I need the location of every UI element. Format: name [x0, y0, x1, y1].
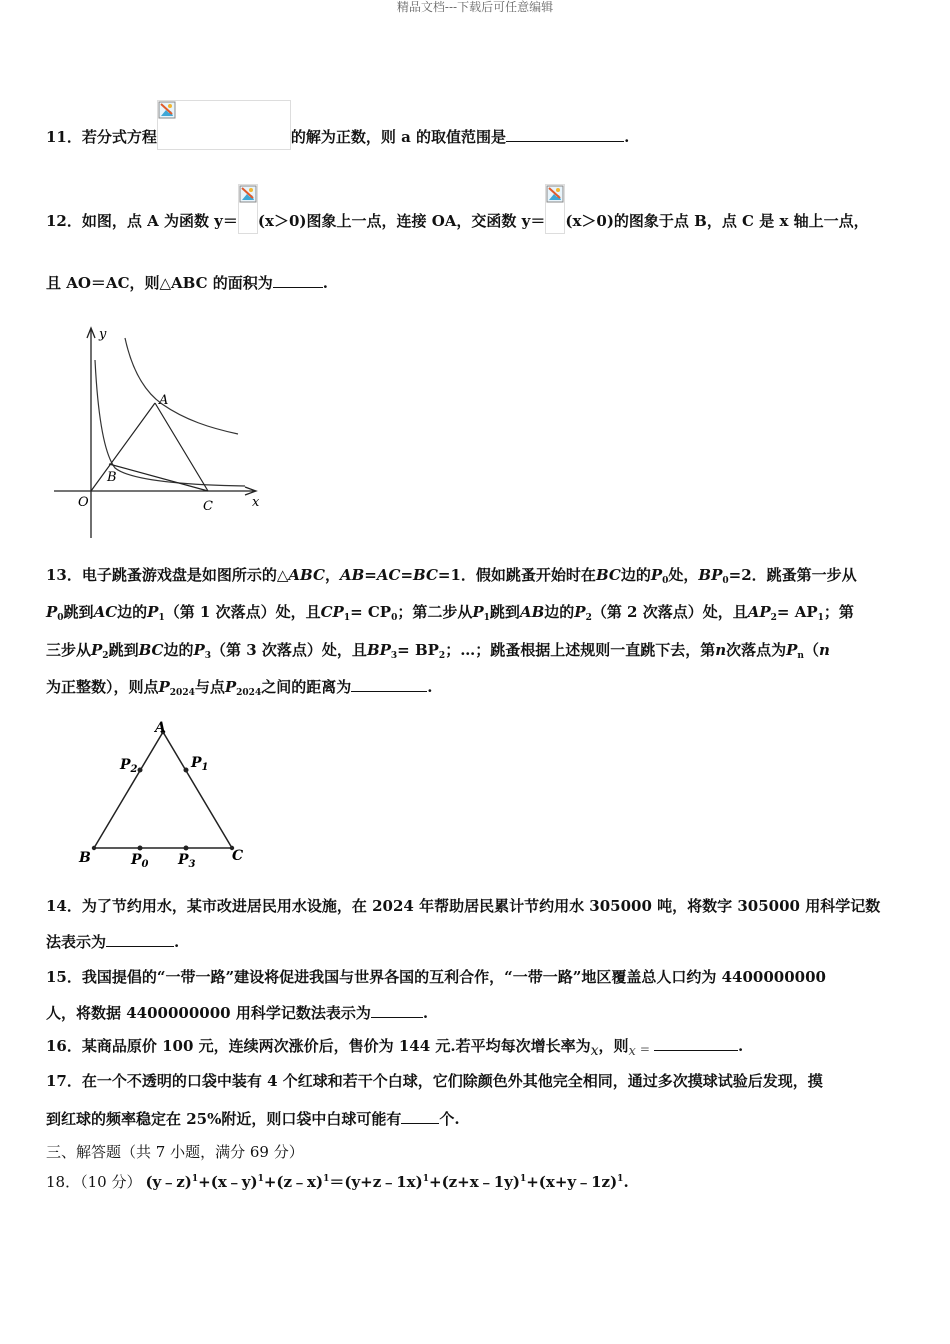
label-P1: $P_1$ — [191, 755, 209, 773]
label-x: x — [252, 495, 260, 510]
question-number: 17． — [46, 1072, 82, 1090]
answer-blank — [351, 677, 427, 692]
answer-blank — [506, 127, 624, 142]
broken-image-icon — [239, 185, 257, 203]
answer-blank — [371, 1003, 423, 1018]
label-O: O — [78, 495, 89, 510]
page-watermark: 精品文档---下载后可任意编辑 — [396, 0, 554, 14]
label-P3: $P_3$ — [178, 852, 196, 870]
section-heading: 三、解答题（共 7 小题，满分 69 分） — [46, 1143, 304, 1161]
label-P2: $P_2$ — [120, 757, 138, 775]
fraction-image-placeholder — [545, 184, 565, 234]
answer-blank — [401, 1109, 439, 1124]
question-13-line4: 为正整数），则点$P_{2024}$与点$P_{2024}$之间的距离为 . — [46, 678, 433, 698]
question-number: 12． — [46, 212, 82, 230]
label-P0: $P_0$ — [131, 852, 149, 870]
question-number: 11． — [46, 128, 82, 146]
question-number: 15． — [46, 968, 82, 986]
question-16: 16．某商品原价 100 元，连续两次涨价后，售价为 144 元.若平均每次增长率为x，则x = . — [46, 1037, 744, 1059]
question-number: 13． — [46, 566, 82, 584]
point-P1 — [184, 768, 189, 773]
label-C: C — [232, 848, 244, 864]
figure-hyperbola-triangle — [50, 320, 270, 540]
question-13-line2: $P_0$跳到AC边的$P_1$（第 1 次落点）处，且$CP_1= CP_0$；第二步从$P_1$跳到AB边的$P_2$（第 2 次落点）处，且$AP_2= AP_1$；第 — [46, 603, 854, 623]
broken-image-icon — [158, 101, 176, 119]
question-18: 18．（10 分） (y﹣z)$^1$+(x﹣y)$^1$+(z﹣x)$^1$＝(y+z﹣1x)$^1$+(z+x﹣1y)$^1$+(x+y﹣1z)$^1$. — [46, 1173, 629, 1191]
point-P0 — [138, 846, 143, 851]
question-17-cont: 到红球的频率稳定在 25%附近，则口袋中白球可能有 个. — [46, 1110, 460, 1128]
figure-equilateral-triangle — [70, 712, 270, 872]
point-P2 — [138, 768, 143, 773]
question-17: 17．在一个不透明的口袋中装有 4 个红球和若干个白球，它们除颜色外其他完全相同，通过多次摸球试验后发现，摸 — [46, 1072, 823, 1090]
outer-hyperbola-curve — [125, 338, 238, 434]
label-B: B — [107, 470, 117, 485]
answer-blank — [654, 1036, 738, 1051]
question-14-cont: 法表示为 . — [46, 933, 180, 951]
triangle-ABC — [94, 732, 232, 848]
segment-OA — [91, 403, 155, 491]
point-P3 — [184, 846, 189, 851]
fraction-image-placeholder — [238, 184, 258, 234]
inner-hyperbola-curve — [95, 360, 245, 486]
label-y: y — [99, 327, 107, 342]
question-12-cont: 且 AO＝AC，则△ABC 的面积为 . — [46, 274, 329, 292]
question-number: 16． — [46, 1037, 82, 1055]
question-11: 11．若分式方程 的解为正数，则 a 的取值范围是 . — [46, 126, 629, 150]
question-13-line3: 三步从$P_2$跳到BC边的$P_3$（第 3 次落点）处，且$BP_3= BP_2$；…；跳蚤根据上述规则一直跳下去，第n次落点为$P_n(n$ — [46, 641, 830, 661]
label-A: A — [155, 720, 166, 736]
point-B — [92, 846, 96, 850]
segment-AC — [155, 403, 208, 491]
broken-image-icon — [546, 185, 564, 203]
answer-blank — [273, 273, 323, 288]
label-B: B — [79, 850, 91, 866]
question-12: 12．如图，点 A 为函数 y＝ (x＞0)图象上一点，连接 OA，交函数 y＝ (x＞0)的图象于点 B，点 C 是 x 轴上一点， — [46, 210, 869, 234]
segment-BC — [109, 464, 208, 491]
question-number: 14． — [46, 897, 82, 915]
label-A: A — [159, 393, 169, 408]
answer-blank — [106, 932, 174, 947]
question-15-cont: 人，将数据 4400000000 用科学记数法表示为 . — [46, 1004, 429, 1022]
question-13: 13．电子跳蚤游戏盘是如图所示的△ABC，AB=AC=BC=1．假如跳蚤开始时在BC边的$P_0$处，$BP_0=2$．跳蚤第一步从 — [46, 566, 857, 586]
question-number: 18． — [46, 1173, 81, 1191]
label-C: C — [203, 499, 213, 514]
equation-image-placeholder — [157, 100, 291, 150]
question-14: 14．为了节约用水，某市改进居民用水设施，在 2024 年帮助居民累计节约用水 305000 吨，将数字 305000 用科学记数 — [46, 897, 881, 915]
question-15: 15．我国提倡的“一带一路”建设将促进我国与世界各国的互利合作，“一带一路”地区覆盖总人口约为 4400000000 — [46, 968, 826, 986]
